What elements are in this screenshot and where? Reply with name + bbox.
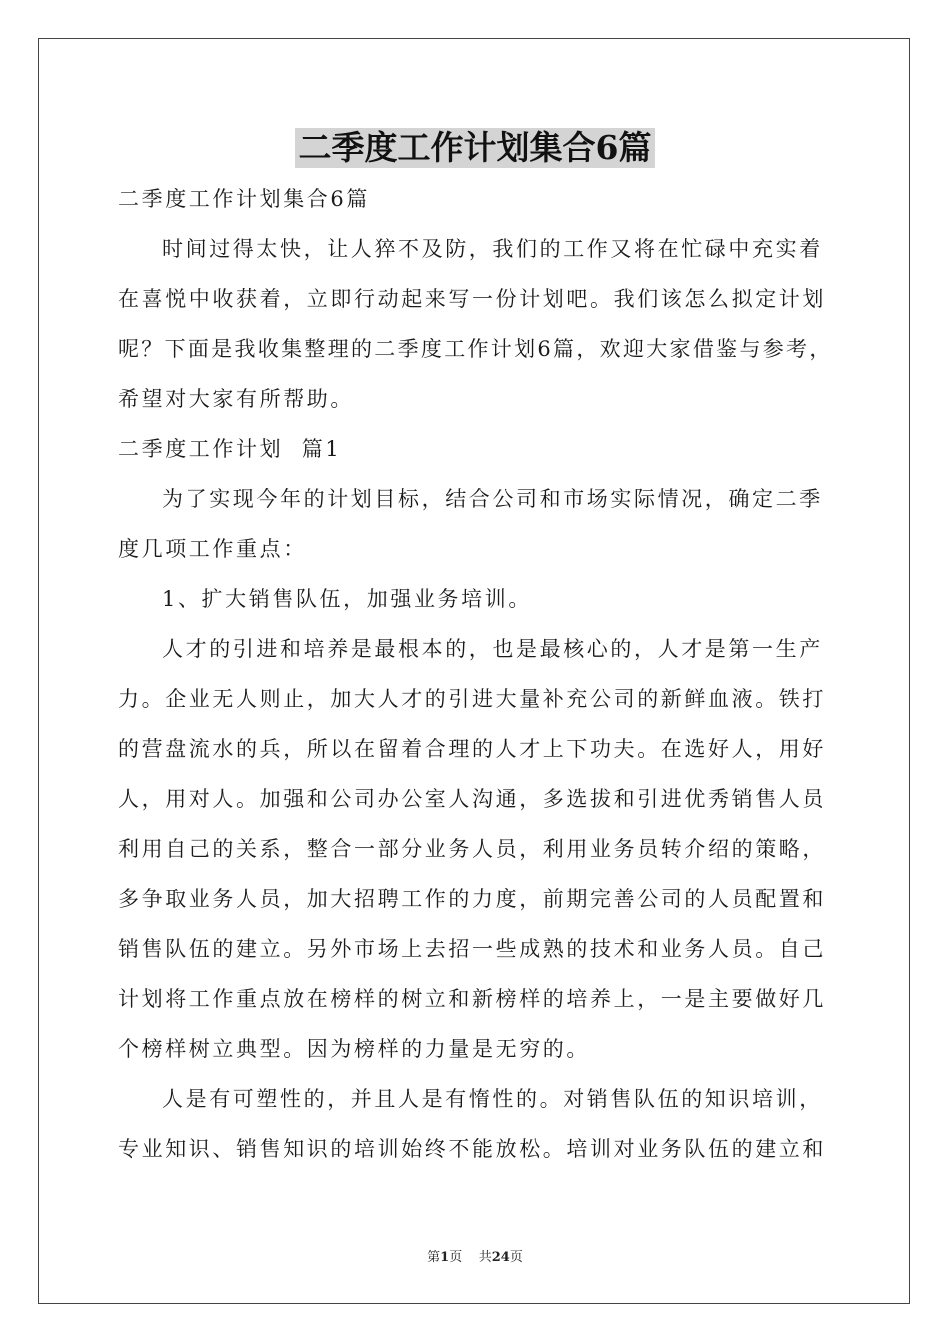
page-suffix: 页	[449, 1250, 463, 1265]
page-footer	[0, 1246, 950, 1265]
section-heading: 二季度工作计划 篇1	[118, 437, 342, 461]
paragraph-line: 力。企业无人则止，加大人才的引进大量补充公司的新鲜血液。铁打	[118, 687, 826, 711]
subtitle-line: 二季度工作计划集合6篇	[118, 187, 370, 211]
paragraph-line: 专业知识、销售知识的培训始终不能放松。培训对业务队伍的建立和	[118, 1137, 826, 1161]
paragraph-line: 希望对大家有所帮助。	[118, 387, 354, 411]
paragraph-line: 计划将工作重点放在榜样的树立和新榜样的培养上，一是主要做好几	[118, 987, 826, 1011]
total-pages: 24	[491, 1250, 510, 1265]
paragraph-line: 为了实现今年的计划目标，结合公司和市场实际情况，确定二季	[162, 487, 823, 511]
document-title: 二季度工作计划集合6篇	[295, 128, 656, 168]
paragraph-line: 呢？下面是我收集整理的二季度工作计划6篇，欢迎大家借鉴与参考，	[118, 337, 833, 361]
list-item: 1、扩大销售队伍，加强业务培训。	[162, 587, 532, 611]
paragraph-line: 时间过得太快，让人猝不及防，我们的工作又将在忙碌中充实着	[162, 237, 823, 261]
paragraph-line: 个榜样树立典型。因为榜样的力量是无穷的。	[118, 1037, 590, 1061]
total-prefix: 共	[478, 1250, 492, 1265]
total-suffix: 页	[509, 1250, 523, 1265]
paragraph-line: 销售队伍的建立。另外市场上去招一些成熟的技术和业务人员。自己	[118, 937, 826, 961]
paragraph-line: 人，用对人。加强和公司办公室人沟通，多选拔和引进优秀销售人员	[118, 787, 826, 811]
paragraph-line: 在喜悦中收获着，立即行动起来写一份计划吧。我们该怎么拟定计划	[118, 287, 826, 311]
page-number: 1	[440, 1250, 450, 1265]
paragraph-line: 度几项工作重点：	[118, 537, 307, 561]
title-area	[0, 128, 950, 168]
paragraph-line: 多争取业务人员，加大招聘工作的力度，前期完善公司的人员配置和	[118, 887, 826, 911]
document-body	[118, 178, 838, 1178]
paragraph-line: 人才的引进和培养是最根本的，也是最核心的，人才是第一生产	[162, 637, 823, 661]
paragraph-line: 的营盘流水的兵，所以在留着合理的人才上下功夫。在选好人，用好	[118, 737, 826, 761]
page-prefix: 第	[427, 1250, 441, 1265]
paragraph-line: 人是有可塑性的，并且人是有惰性的。对销售队伍的知识培训，	[162, 1087, 823, 1111]
paragraph-line: 利用自己的关系，整合一部分业务人员，利用业务员转介绍的策略，	[118, 837, 826, 861]
